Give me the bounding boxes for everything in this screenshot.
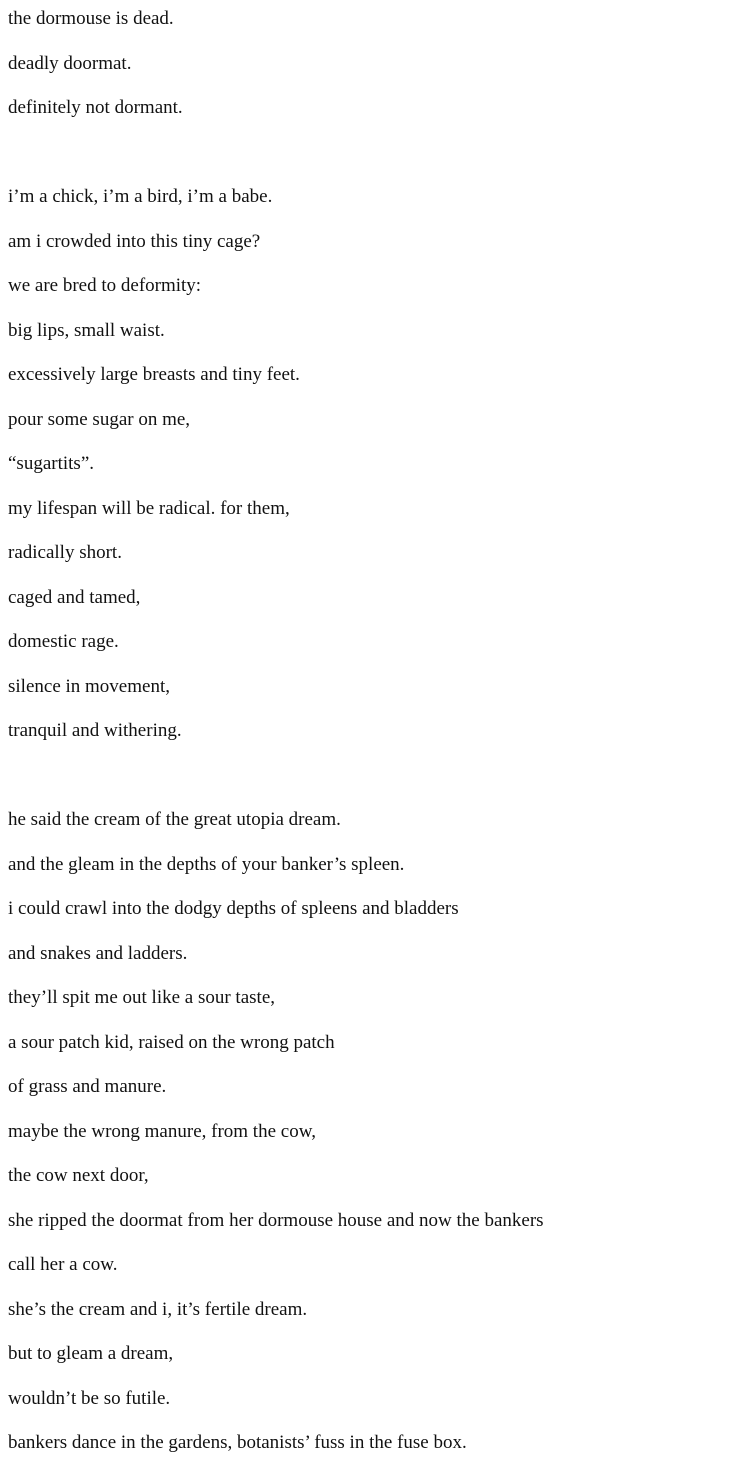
poem-line: they’ll spit me out like a sour taste, — [8, 987, 276, 1008]
poem-line: she’s the cream and i, it’s fertile dream. — [8, 1298, 308, 1320]
poem-line: my lifespan will be radical. for them, — [8, 497, 290, 519]
poem-line: the cow next door, — [8, 1165, 149, 1186]
poem-line: bankers dance in the gardens, botanists’ fuss in the fuse box. — [8, 1432, 467, 1453]
poem-line: am i crowded into this tiny cage? — [8, 230, 261, 252]
poem-line: i could crawl into the dodgy depths of spleens and bladders — [8, 898, 459, 919]
poem-line: domestic rage. — [8, 631, 119, 652]
poem-line: “sugartits”. — [8, 453, 95, 474]
poem-line: pour some sugar on me, — [8, 408, 191, 430]
poem-line: call her a cow. — [8, 1254, 118, 1275]
poem-line: the dormouse is dead. — [8, 8, 174, 29]
poem-line: big lips, small waist. — [8, 319, 165, 341]
poem-line: excessively large breasts and tiny feet. — [8, 364, 300, 385]
poem-line: silence in movement, — [8, 675, 170, 697]
poem-line: a sour patch kid, raised on the wrong patch — [8, 1031, 335, 1053]
poem-line: and snakes and ladders. — [8, 942, 188, 964]
poem-line: and the gleam in the depths of your banker’s spleen. — [8, 853, 405, 875]
poem-line: but to gleam a dream, — [8, 1343, 174, 1364]
poem-line: tranquil and withering. — [8, 720, 182, 741]
stanza-break — [8, 134, 743, 179]
poem-line: caged and tamed, — [8, 586, 141, 608]
poem-line: maybe the wrong manure, from the cow, — [8, 1120, 316, 1142]
poem-line: radically short. — [8, 542, 122, 563]
poem-line: wouldn’t be so futile. — [8, 1387, 171, 1409]
poem-line: she ripped the doormat from her dormouse house and now the bankers — [8, 1209, 544, 1231]
poem-text — [8, 0, 743, 1469]
stanza-break — [8, 757, 743, 802]
poem-line: he said the cream of the great utopia dream. — [8, 809, 341, 830]
poem-line: we are bred to deformity: — [8, 275, 202, 296]
poem-line: deadly doormat. — [8, 52, 132, 74]
poem-line: definitely not dormant. — [8, 97, 183, 118]
poem-line: i’m a chick, i’m a bird, i’m a babe. — [8, 186, 273, 207]
poem-line: of grass and manure. — [8, 1076, 167, 1097]
